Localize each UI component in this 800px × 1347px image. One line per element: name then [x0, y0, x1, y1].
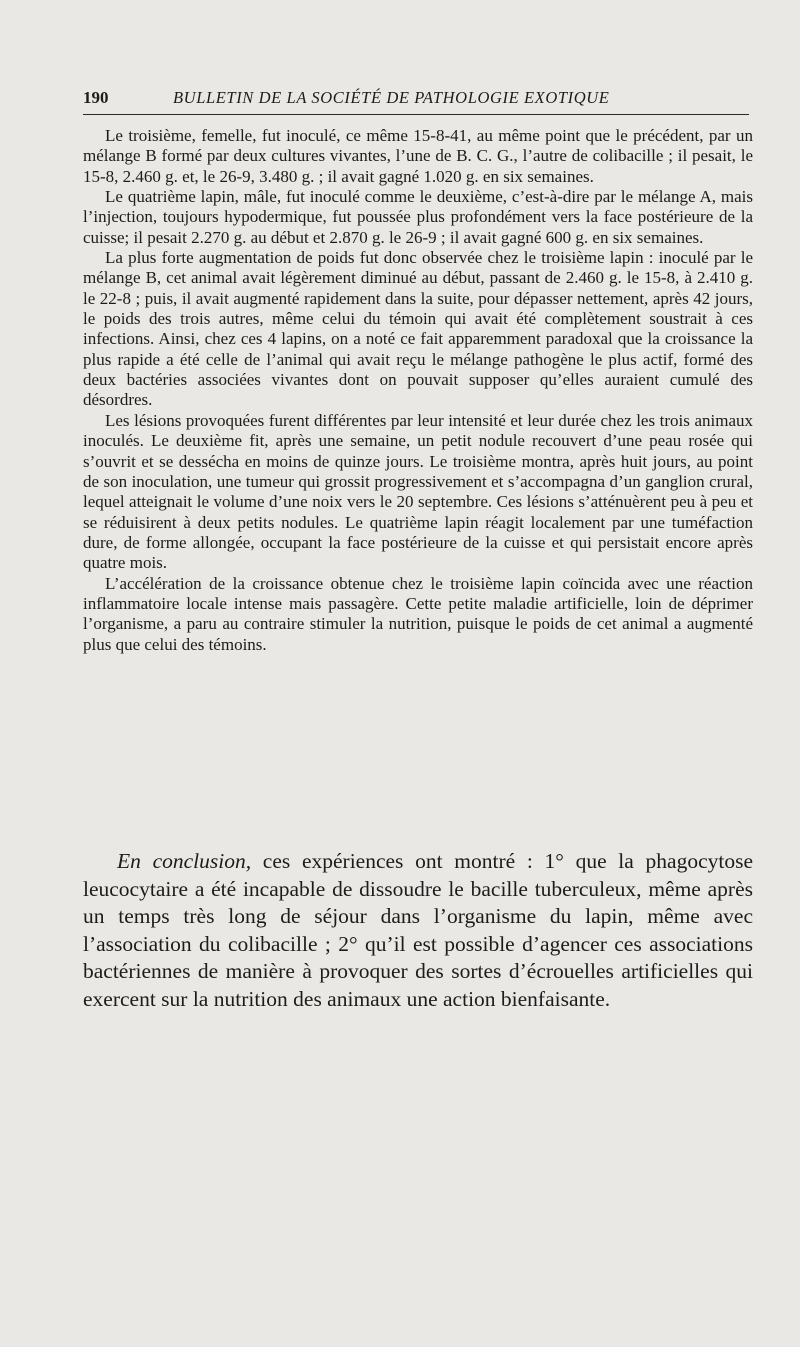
- conclusion-text: ces expériences ont montré : 1° que la phagocytose leucocytaire a été incapable de dissoudre le bacille tuberculeux, même après un temps très long de séjour dans l’organisme du lapin, même avec l’association du colibacille ; 2° qu’il est possible d’agencer ces associations bactériennes de manière à provoquer des sortes d’écrouelles artificielles qui exercent sur la nutrition des animaux une action bienfaisante.: [83, 849, 753, 1011]
- page-number: 190: [83, 88, 109, 107]
- paragraph-growth-acceleration: L’accélération de la croissance obtenue chez le troisième lapin coïncida avec une réaction inflammatoire locale intense mais passagère. Cette petite maladie artificielle, loin de déprimer l’organisme, a paru au contraire stimuler la nutrition, puisque le poids de cet animal a augmenté plus que celui des témoins.: [83, 573, 753, 654]
- conclusion-lead: En conclusion,: [117, 849, 252, 873]
- paragraph-third-rabbit: Le troisième, femelle, fut inoculé, ce même 15-8-41, au même point que le précédent, par un mélange B formé par deux cultures vivantes, l’une de B. C. G., l’autre de colibacille ; il pesait, le 15-8, 2.460 g. et, le 26-9, 3.480 g. ; il avait gagné 1.020 g. en six semaines.: [83, 126, 753, 186]
- paragraph-lesions: Les lésions provoquées furent différentes par leur intensité et leur durée chez les trois animaux inoculés. Le deuxième fit, après une semaine, un petit nodule recouvert d’une peau rosée qui s’ouvrit et se dessécha en moins de quinze jours. Le troisième montra, après huit jours, au point de son inoculation, une tumeur qui grossit progressivement et s’accompagna d’un ganglion crural, lequel atteignait le volume d’une noix vers le 20 septembre. Ces lésions s’atténuèrent peu à peu et se réduisirent à deux petits nodules. Le quatrième lapin réagit localement par une tuméfaction dure, de forme allongée, occupant la face postérieure de la cuisse et qui persistait encore après quatre mois.: [83, 410, 753, 573]
- conclusion-paragraph: [83, 848, 753, 1013]
- journal-title: BULLETIN DE LA SOCIÉTÉ DE PATHOLOGIE EXOTIQUE: [173, 88, 610, 107]
- article-body: [83, 126, 753, 655]
- paragraph-fourth-rabbit: Le quatrième lapin, mâle, fut inoculé comme le deuxième, c’est-à-dire par le mélange A, mais l’injection, toujours hypodermique, fut poussée plus profondément vers la face postérieure de la cuisse; il pesait 2.270 g. au début et 2.870 g. le 26-9 ; il avait gagné 600 g. en six semaines.: [83, 187, 753, 247]
- paragraph-weight-gain: La plus forte augmentation de poids fut donc observée chez le troisième lapin : inoculé par le mélange B, cet animal avait légèrement diminué au début, passant de 2.460 g. le 15-8, à 2.410 g. le 22-8 ; puis, il avait augmenté rapidement dans la suite, pour dépasser nettement, après 42 jours, le poids des trois autres, même celui du témoin qui avait été complètement soustrait à ces infections. Ainsi, chez ces 4 lapins, on a noté ce fait apparemment paradoxal que la croissance la plus rapide a été celle de l’animal qui avait reçu le mélange pathogène le plus actif, formé des deux bactéries associées vivantes dont on pouvait supposer qu’elles auraient cumulé des désordres.: [83, 248, 753, 410]
- running-head: [83, 88, 749, 115]
